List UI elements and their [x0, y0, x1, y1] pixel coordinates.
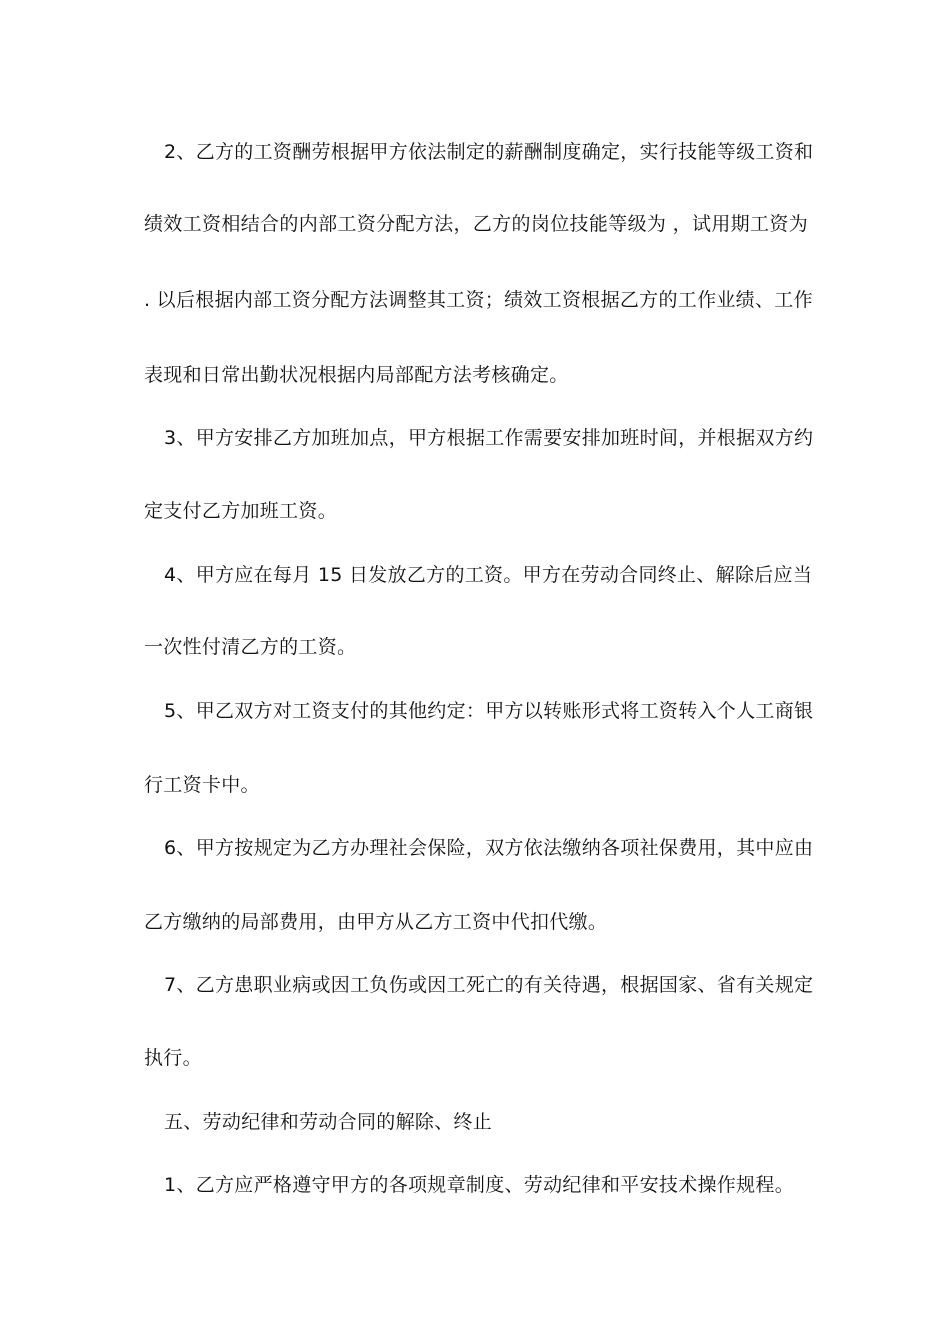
- paragraph-line: 7、乙方患职业病或因工负伤或因工死亡的有关待遇，根据国家、省有关规定: [164, 974, 814, 996]
- paragraph-line: 表现和日常出勤状况根据内局部配方法考核确定。: [144, 364, 569, 386]
- paragraph-line: 1、乙方应严格遵守甲方的各项规章制度、劳动纪律和平安技术操作规程。: [164, 1174, 794, 1196]
- paragraph-line: 定支付乙方加班工资。: [144, 500, 338, 522]
- paragraph-line: 执行。: [144, 1047, 202, 1069]
- paragraph-line: 乙方缴纳的局部费用，由甲方从乙方工资中代扣代缴。: [144, 911, 608, 933]
- paragraph-line: 5、甲乙双方对工资支付的其他约定：甲方以转账形式将工资转入个人工商银: [164, 700, 814, 722]
- paragraph-line: 2、乙方的工资酬劳根据甲方依法制定的薪酬制度确定，实行技能等级工资和: [164, 141, 814, 163]
- paragraph-line: 行工资卡中。: [144, 774, 260, 796]
- paragraph-line: . 以后根据内部工资分配方法调整其工资；绩效工资根据乙方的工作业绩、工作: [144, 289, 813, 311]
- paragraph-line: 绩效工资相结合的内部工资分配方法，乙方的岗位技能等级为 ，试用期工资为: [144, 213, 808, 235]
- paragraph-line: 一次性付清乙方的工资。: [144, 636, 357, 658]
- paragraph-line: 4、甲方应在每月 15 日发放乙方的工资。甲方在劳动合同终止、解除后应当: [164, 564, 813, 586]
- paragraph-line: 6、甲方按规定为乙方办理社会保险，双方依法缴纳各项社保费用，其中应由: [164, 837, 814, 859]
- paragraph-line: 3、甲方安排乙方加班加点，甲方根据工作需要安排加班时间，并根据双方约: [164, 427, 814, 449]
- section-heading: 五、劳动纪律和劳动合同的解除、终止: [164, 1111, 493, 1133]
